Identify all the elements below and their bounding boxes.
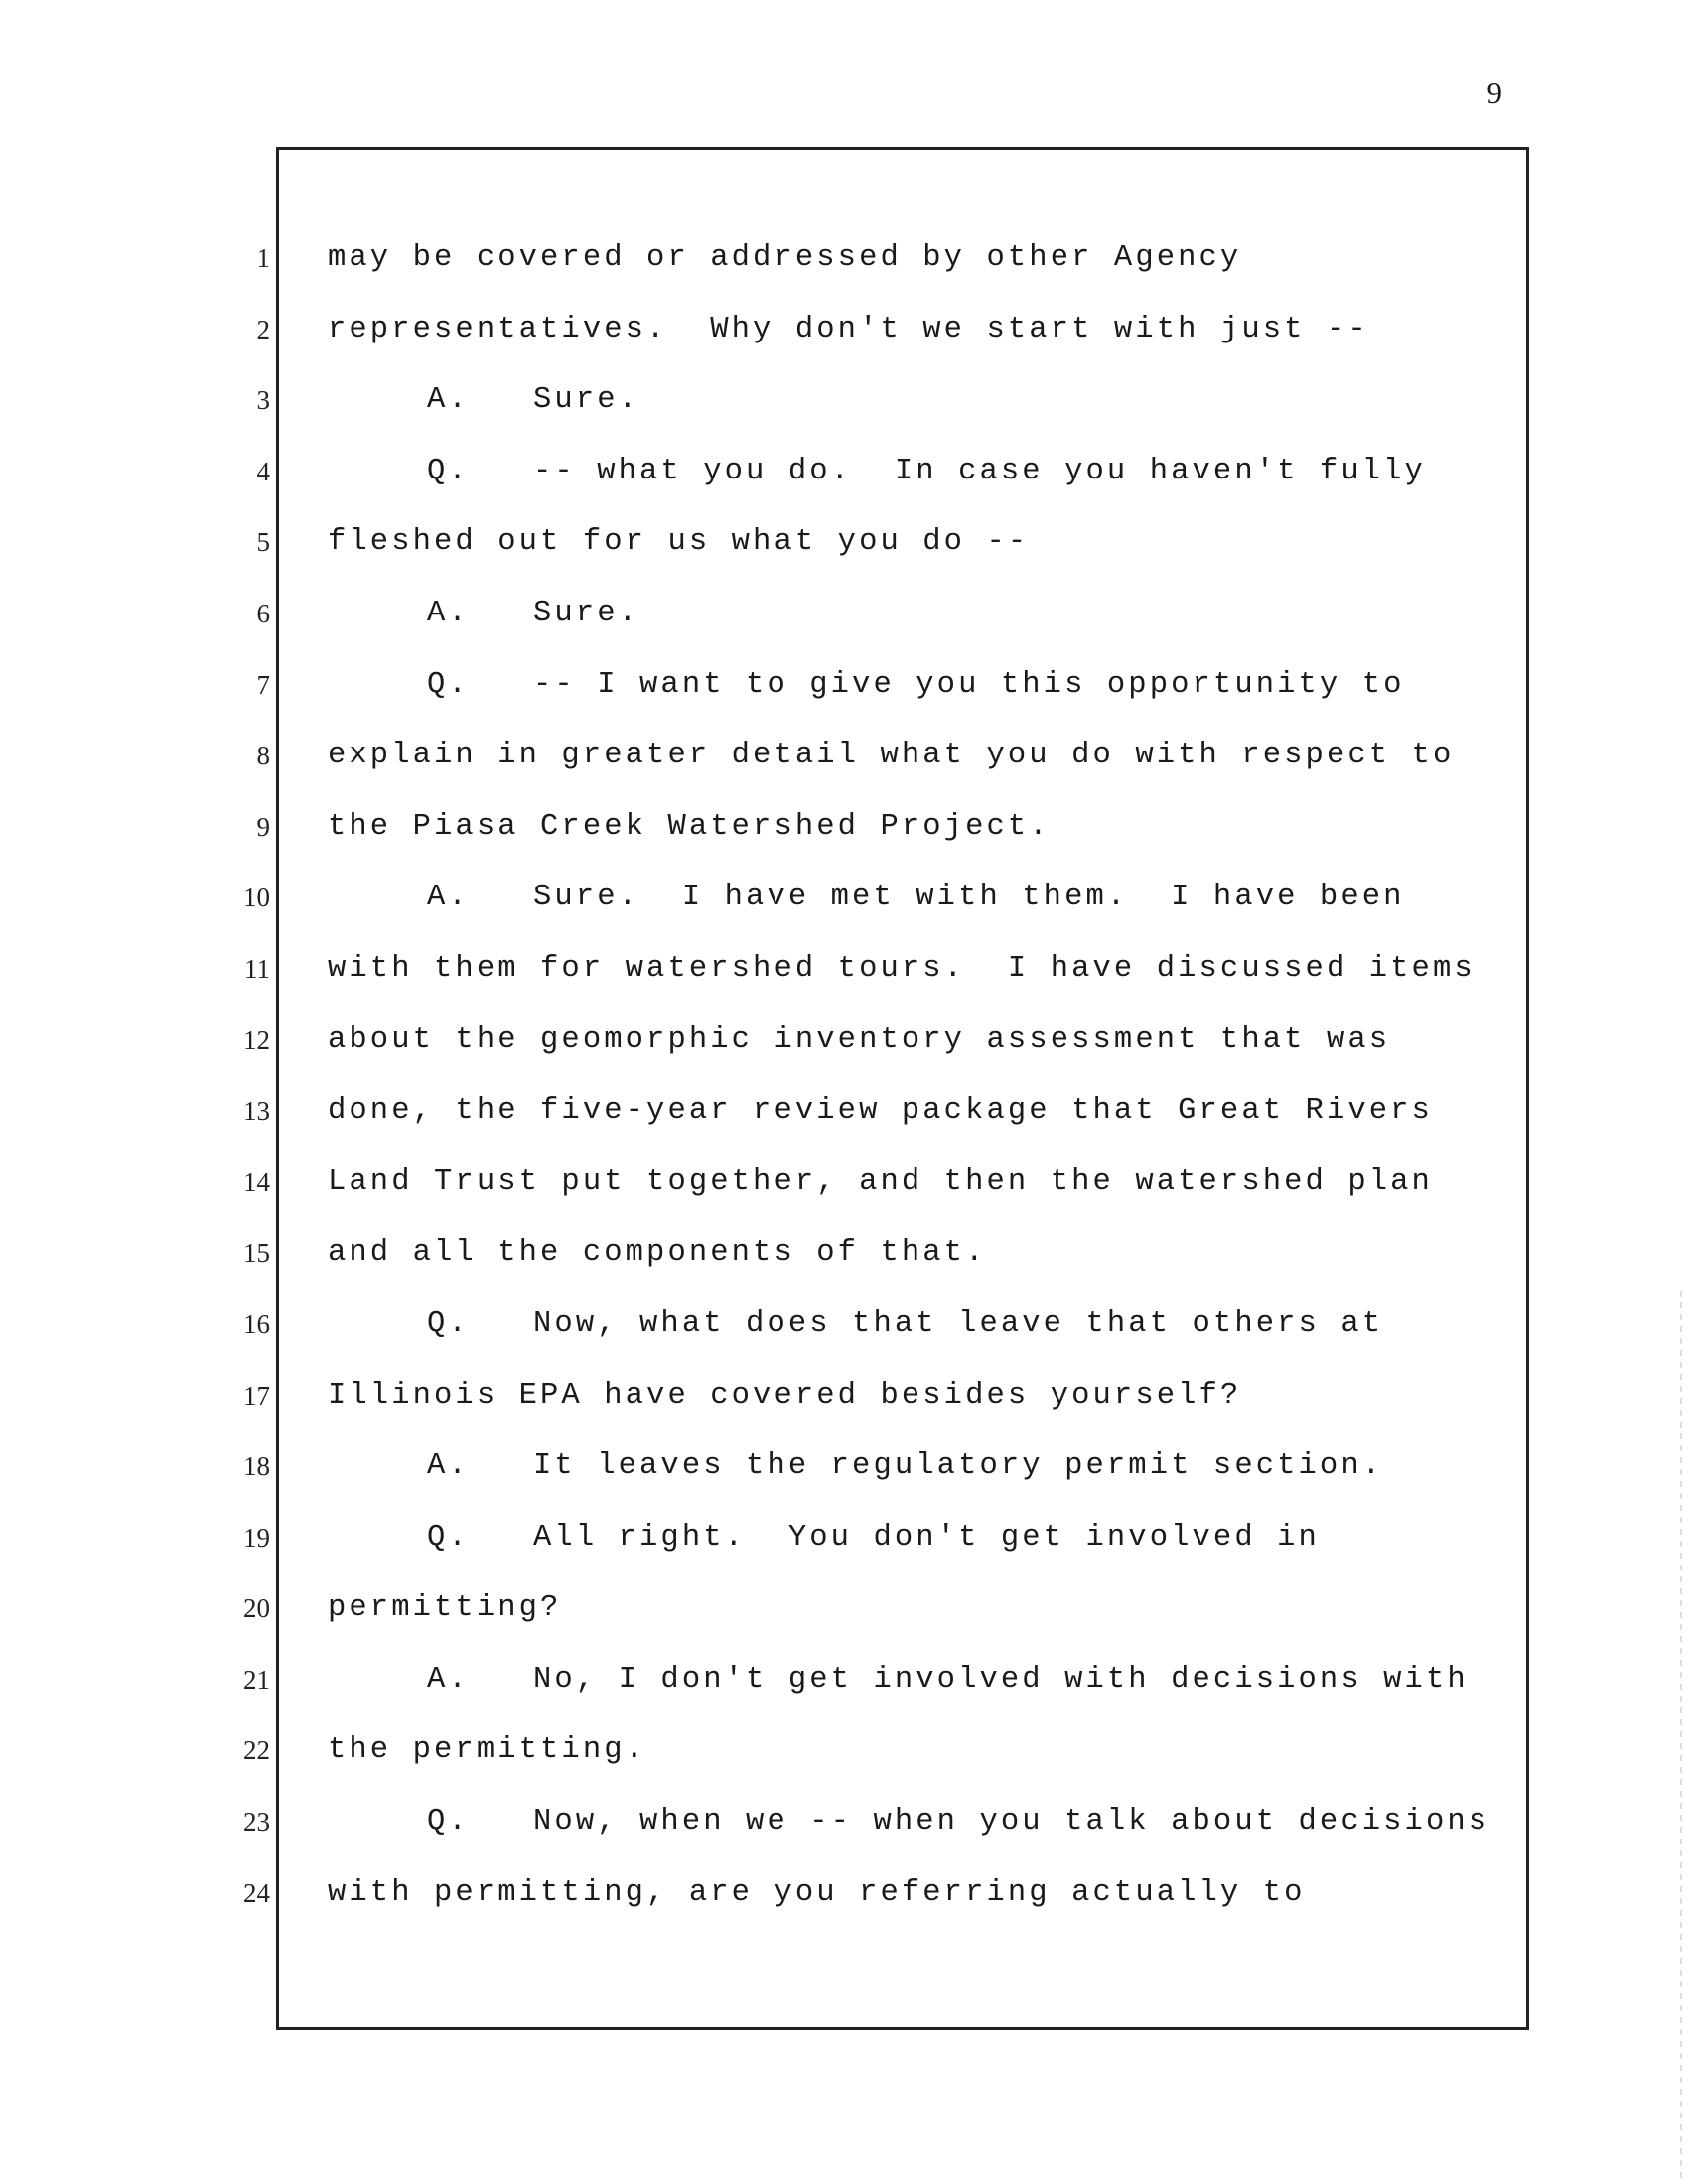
line-number: 21 <box>243 1664 270 1695</box>
transcript-line: with permitting, are you referring actually to <box>328 1875 1306 1910</box>
line-number-column <box>214 236 270 1942</box>
line-number: 6 <box>256 598 270 628</box>
transcript-line: Q. -- what you do. In case you haven't fully <box>427 454 1426 488</box>
transcript-line: Q. Now, when we -- when you talk about decisions <box>427 1805 1490 1840</box>
line-number: 23 <box>243 1807 270 1838</box>
line-number: 19 <box>243 1522 270 1553</box>
transcript-line: Q. Now, what does that leave that others at <box>427 1306 1384 1341</box>
transcript-line: about the geomorphic inventory assessment that was <box>328 1023 1391 1057</box>
line-number: 1 <box>256 243 270 273</box>
transcript-line: Illinois EPA have covered besides yourself? <box>328 1378 1242 1413</box>
transcript-line: explain in greater detail what you do with respect to <box>328 739 1455 773</box>
transcript-line: the Piasa Creek Watershed Project. <box>328 809 1051 844</box>
transcript-line: with them for watershed tours. I have discussed items <box>328 951 1476 986</box>
line-number: 24 <box>243 1877 270 1908</box>
transcript-line: done, the five-year review package that Great Rivers <box>328 1094 1433 1129</box>
line-number: 9 <box>256 811 270 842</box>
transcript-line: A. No, I don't get involved with decisions with <box>427 1662 1469 1697</box>
line-number: 20 <box>243 1593 270 1624</box>
line-number: 3 <box>256 385 270 416</box>
line-number: 17 <box>243 1380 270 1411</box>
line-number: 10 <box>243 883 270 913</box>
transcript-line: Q. -- I want to give you this opportunity to <box>427 667 1405 702</box>
line-number: 15 <box>243 1238 270 1269</box>
page-number: 9 <box>1486 75 1502 110</box>
transcript-line: fleshed out for us what you do -- <box>328 525 1030 560</box>
transcript-line: A. It leaves the regulatory permit section. <box>427 1449 1384 1484</box>
line-number: 7 <box>256 669 270 700</box>
line-number: 13 <box>243 1096 270 1127</box>
line-number: 11 <box>244 953 270 984</box>
line-number: 2 <box>256 314 270 344</box>
line-number: 22 <box>243 1735 270 1766</box>
line-number: 4 <box>256 456 270 486</box>
line-number: 12 <box>243 1024 270 1055</box>
transcript-line: A. Sure. <box>427 383 640 418</box>
transcript-line: may be covered or addressed by other Agency <box>328 241 1242 275</box>
transcript-line: Land Trust put together, and then the watershed plan <box>328 1164 1433 1199</box>
transcript-line: the permitting. <box>328 1733 647 1768</box>
transcript-line: permitting? <box>328 1591 562 1626</box>
line-number: 16 <box>243 1308 270 1339</box>
transcript-text <box>328 236 1509 1942</box>
line-number: 18 <box>243 1451 270 1482</box>
line-number: 5 <box>256 527 270 558</box>
transcript-line: and all the components of that. <box>328 1236 987 1271</box>
transcript-line: Q. All right. You don't get involved in <box>427 1520 1320 1555</box>
scan-artifact <box>1680 1291 1682 2184</box>
transcript-line: A. Sure. <box>427 596 640 630</box>
transcript-line: representatives. Why don't we start with just -- <box>328 312 1369 346</box>
transcript-line: A. Sure. I have met with them. I have been <box>427 881 1405 915</box>
line-number: 8 <box>256 741 270 771</box>
line-number: 14 <box>243 1166 270 1197</box>
